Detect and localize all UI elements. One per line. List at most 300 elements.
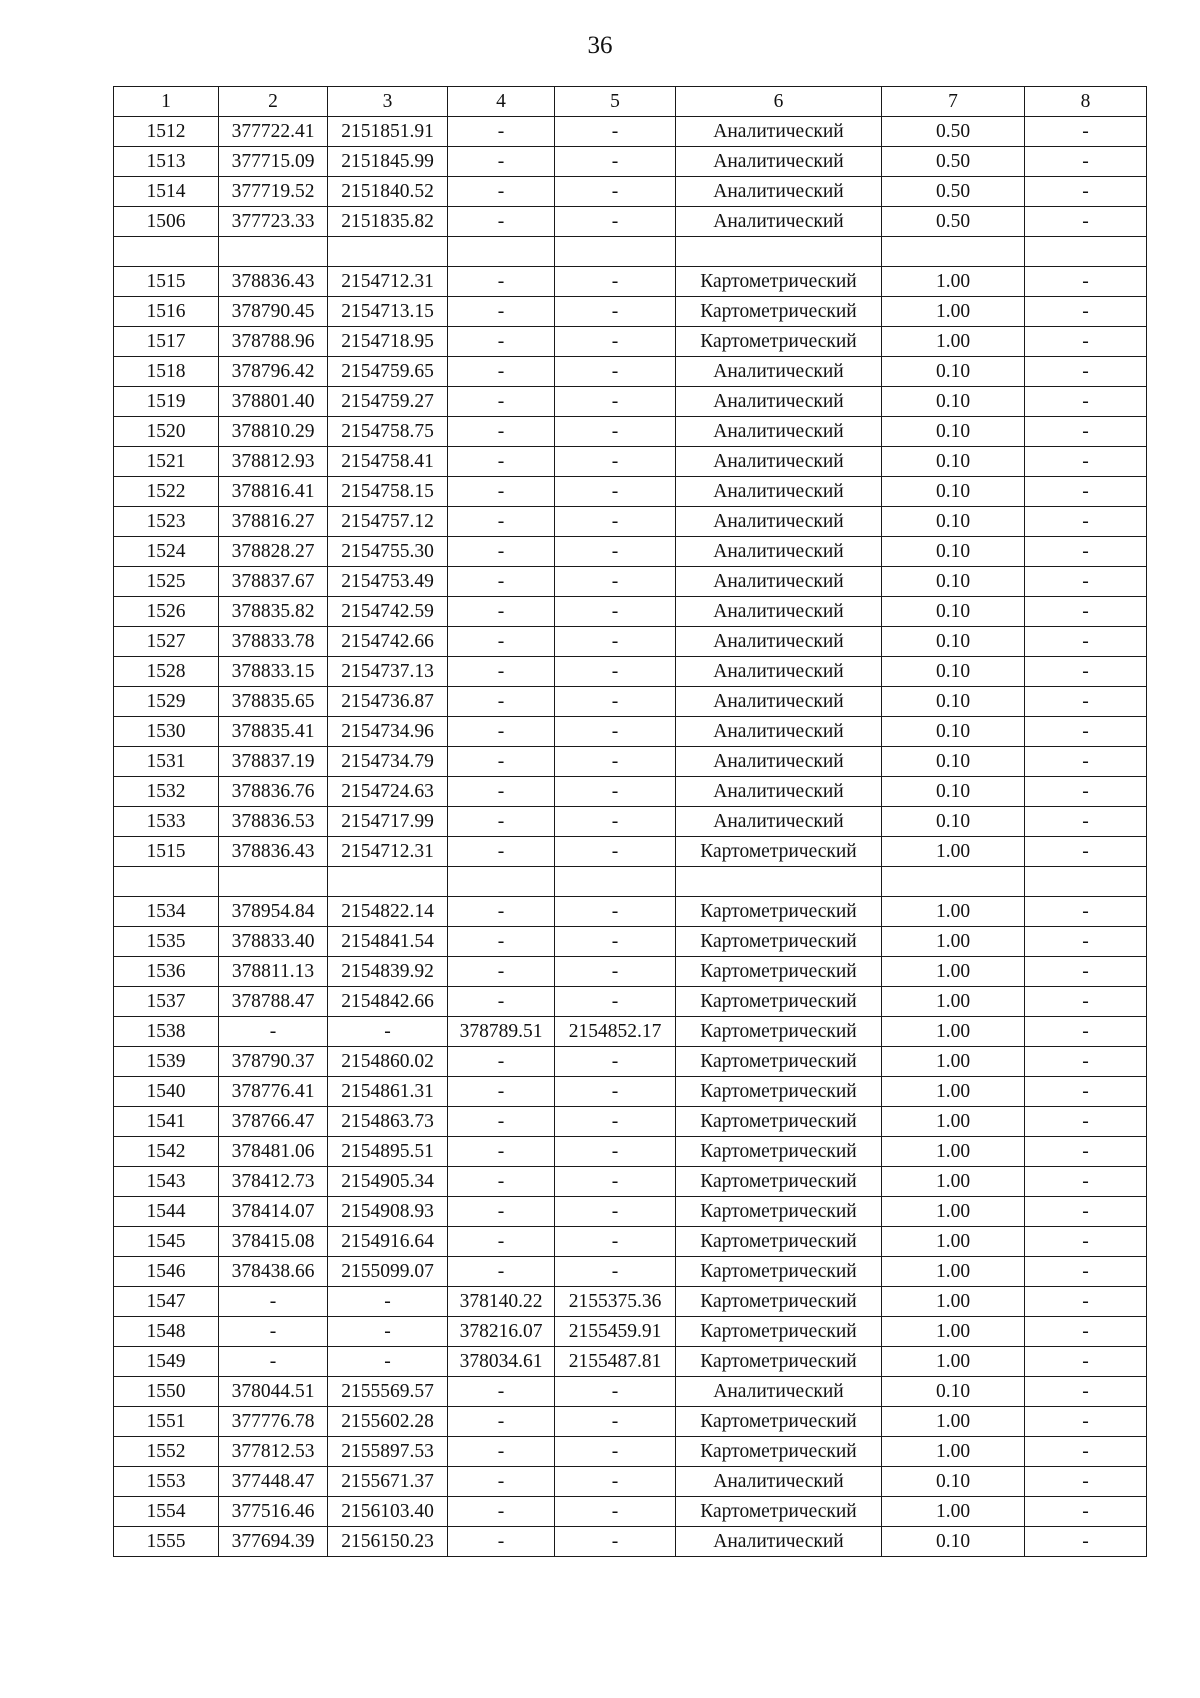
table-cell: 2154753.49 bbox=[328, 567, 448, 597]
column-header: 3 bbox=[328, 87, 448, 117]
table-cell: Картометрический bbox=[676, 927, 882, 957]
column-header: 8 bbox=[1025, 87, 1147, 117]
table-row bbox=[114, 657, 1147, 687]
table-cell: 1523 bbox=[114, 507, 219, 537]
table-cell: - bbox=[555, 447, 676, 477]
table-cell bbox=[114, 867, 219, 897]
table-cell: 1525 bbox=[114, 567, 219, 597]
table-cell: 1550 bbox=[114, 1377, 219, 1407]
table-cell: Картометрический bbox=[676, 1197, 882, 1227]
table-cell: 378034.61 bbox=[448, 1347, 555, 1377]
table-cell: 378216.07 bbox=[448, 1317, 555, 1347]
table-cell: 378816.41 bbox=[219, 477, 328, 507]
table-cell: 0.10 bbox=[882, 567, 1025, 597]
separator-row bbox=[114, 237, 1147, 267]
table-row bbox=[114, 1197, 1147, 1227]
table-cell: 2154822.14 bbox=[328, 897, 448, 927]
table-cell: 1515 bbox=[114, 837, 219, 867]
column-header: 6 bbox=[676, 87, 882, 117]
table-cell: - bbox=[555, 507, 676, 537]
table-cell: - bbox=[448, 1167, 555, 1197]
table-cell bbox=[448, 867, 555, 897]
table-cell: - bbox=[448, 267, 555, 297]
table-cell: 2155897.53 bbox=[328, 1437, 448, 1467]
table-cell: 1519 bbox=[114, 387, 219, 417]
table-cell: 1527 bbox=[114, 627, 219, 657]
table-row bbox=[114, 447, 1147, 477]
column-header: 1 bbox=[114, 87, 219, 117]
table-cell: - bbox=[555, 1197, 676, 1227]
table-cell: 2154916.64 bbox=[328, 1227, 448, 1257]
table-cell: 0.10 bbox=[882, 597, 1025, 627]
table-cell: 2151835.82 bbox=[328, 207, 448, 237]
table-cell: 377722.41 bbox=[219, 117, 328, 147]
table-cell: 2154905.34 bbox=[328, 1167, 448, 1197]
table-cell: - bbox=[1025, 177, 1147, 207]
table-row bbox=[114, 1137, 1147, 1167]
table-cell: - bbox=[555, 717, 676, 747]
table-row bbox=[114, 1257, 1147, 1287]
table-cell: 1526 bbox=[114, 597, 219, 627]
table-cell: - bbox=[555, 537, 676, 567]
table-row bbox=[114, 477, 1147, 507]
table-cell: 1.00 bbox=[882, 297, 1025, 327]
table-row bbox=[114, 147, 1147, 177]
table-cell: Аналитический bbox=[676, 177, 882, 207]
table-cell: 2154758.41 bbox=[328, 447, 448, 477]
table-cell: - bbox=[555, 1407, 676, 1437]
table-cell: 2154713.15 bbox=[328, 297, 448, 327]
table-cell: 0.10 bbox=[882, 687, 1025, 717]
table-cell: 1528 bbox=[114, 657, 219, 687]
table-cell: 1547 bbox=[114, 1287, 219, 1317]
table-cell: 0.10 bbox=[882, 417, 1025, 447]
table-cell: - bbox=[448, 1047, 555, 1077]
table-cell: 0.10 bbox=[882, 387, 1025, 417]
table-cell: - bbox=[448, 1377, 555, 1407]
table-cell bbox=[555, 867, 676, 897]
table-cell: 1535 bbox=[114, 927, 219, 957]
table-cell bbox=[114, 237, 219, 267]
table-cell: 2154759.27 bbox=[328, 387, 448, 417]
table-cell: 2155671.37 bbox=[328, 1467, 448, 1497]
table-cell: 377719.52 bbox=[219, 177, 328, 207]
table-cell: - bbox=[1025, 1407, 1147, 1437]
table-cell: - bbox=[1025, 747, 1147, 777]
table-cell: Аналитический bbox=[676, 747, 882, 777]
table-cell: - bbox=[448, 117, 555, 147]
table-cell: 378789.51 bbox=[448, 1017, 555, 1047]
column-header: 7 bbox=[882, 87, 1025, 117]
table-cell: - bbox=[448, 477, 555, 507]
table-cell: - bbox=[448, 507, 555, 537]
table-cell: 2154861.31 bbox=[328, 1077, 448, 1107]
table-cell: - bbox=[448, 357, 555, 387]
table-cell: - bbox=[1025, 567, 1147, 597]
table-cell bbox=[882, 867, 1025, 897]
table-cell: - bbox=[1025, 987, 1147, 1017]
table-row bbox=[114, 1287, 1147, 1317]
table-cell: - bbox=[555, 987, 676, 1017]
table-cell: 1.00 bbox=[882, 1257, 1025, 1287]
column-header: 4 bbox=[448, 87, 555, 117]
table-cell: 2154863.73 bbox=[328, 1107, 448, 1137]
table-cell: 2151840.52 bbox=[328, 177, 448, 207]
table-cell: - bbox=[555, 1107, 676, 1137]
table-cell: - bbox=[448, 957, 555, 987]
table-cell: 0.10 bbox=[882, 1527, 1025, 1557]
table-cell: - bbox=[328, 1287, 448, 1317]
table-cell: 1539 bbox=[114, 1047, 219, 1077]
table-cell: 378790.45 bbox=[219, 297, 328, 327]
table-cell: 1.00 bbox=[882, 1407, 1025, 1437]
table-cell: Аналитический bbox=[676, 357, 882, 387]
table-cell: Аналитический bbox=[676, 387, 882, 417]
separator-row bbox=[114, 867, 1147, 897]
table-cell: 378836.53 bbox=[219, 807, 328, 837]
table-cell: - bbox=[1025, 1167, 1147, 1197]
table-cell: - bbox=[1025, 1467, 1147, 1497]
table-cell: Картометрический bbox=[676, 1047, 882, 1077]
table-cell: Аналитический bbox=[676, 627, 882, 657]
table-cell: 0.50 bbox=[882, 147, 1025, 177]
table-cell: Аналитический bbox=[676, 687, 882, 717]
table-cell: 378414.07 bbox=[219, 1197, 328, 1227]
table-cell: - bbox=[1025, 477, 1147, 507]
table-cell: Аналитический bbox=[676, 597, 882, 627]
table-cell: Аналитический bbox=[676, 207, 882, 237]
table-cell: 2155487.81 bbox=[555, 1347, 676, 1377]
table-cell: - bbox=[555, 387, 676, 417]
table-cell: - bbox=[1025, 267, 1147, 297]
table-cell: 378837.67 bbox=[219, 567, 328, 597]
table-cell: - bbox=[448, 1257, 555, 1287]
table-cell: 0.50 bbox=[882, 207, 1025, 237]
table-cell: Картометрический bbox=[676, 1167, 882, 1197]
table-cell: 378828.27 bbox=[219, 537, 328, 567]
table-cell: Картометрический bbox=[676, 297, 882, 327]
table-cell: 1542 bbox=[114, 1137, 219, 1167]
table-cell: 378788.96 bbox=[219, 327, 328, 357]
table-cell: - bbox=[1025, 687, 1147, 717]
table-row bbox=[114, 357, 1147, 387]
table-cell: 378835.41 bbox=[219, 717, 328, 747]
table-row bbox=[114, 1317, 1147, 1347]
table-cell: Картометрический bbox=[676, 1227, 882, 1257]
table-cell: - bbox=[1025, 537, 1147, 567]
table-cell: - bbox=[555, 267, 676, 297]
table-cell: Картометрический bbox=[676, 1407, 882, 1437]
table-row bbox=[114, 1497, 1147, 1527]
table-cell bbox=[219, 237, 328, 267]
table-row bbox=[114, 1527, 1147, 1557]
table-cell: - bbox=[448, 147, 555, 177]
table-cell: - bbox=[1025, 1377, 1147, 1407]
table-cell: 1546 bbox=[114, 1257, 219, 1287]
table-cell: Аналитический bbox=[676, 1467, 882, 1497]
table-cell: 1.00 bbox=[882, 927, 1025, 957]
table-cell: - bbox=[1025, 1527, 1147, 1557]
table-cell: - bbox=[448, 1107, 555, 1137]
table-cell: 378836.76 bbox=[219, 777, 328, 807]
table-cell: - bbox=[555, 1137, 676, 1167]
table-cell: - bbox=[555, 687, 676, 717]
table-cell: - bbox=[448, 567, 555, 597]
table-cell: - bbox=[448, 537, 555, 567]
table-cell: 2155099.07 bbox=[328, 1257, 448, 1287]
table-cell: 0.10 bbox=[882, 477, 1025, 507]
table-cell: - bbox=[1025, 837, 1147, 867]
table-cell: - bbox=[555, 627, 676, 657]
table-cell: 378810.29 bbox=[219, 417, 328, 447]
table-cell: 1555 bbox=[114, 1527, 219, 1557]
table-cell: 378044.51 bbox=[219, 1377, 328, 1407]
table-cell: 2154758.15 bbox=[328, 477, 448, 507]
table-cell: 2154759.65 bbox=[328, 357, 448, 387]
table-cell: 0.10 bbox=[882, 807, 1025, 837]
table-cell: 2154712.31 bbox=[328, 837, 448, 867]
table-cell: Аналитический bbox=[676, 117, 882, 147]
table-row bbox=[114, 1467, 1147, 1497]
table-cell: 1537 bbox=[114, 987, 219, 1017]
table-cell: Картометрический bbox=[676, 1077, 882, 1107]
table-cell: 2154839.92 bbox=[328, 957, 448, 987]
table-cell: - bbox=[555, 1077, 676, 1107]
table-cell: 377516.46 bbox=[219, 1497, 328, 1527]
table-cell: - bbox=[555, 207, 676, 237]
table-cell: Аналитический bbox=[676, 777, 882, 807]
table-cell: 1.00 bbox=[882, 1167, 1025, 1197]
table-cell: 2155569.57 bbox=[328, 1377, 448, 1407]
table-cell: 2154841.54 bbox=[328, 927, 448, 957]
table-cell: - bbox=[448, 927, 555, 957]
table-cell: - bbox=[1025, 927, 1147, 957]
table-row bbox=[114, 1437, 1147, 1467]
table-cell: - bbox=[555, 1167, 676, 1197]
table-row bbox=[114, 507, 1147, 537]
table-cell: - bbox=[1025, 627, 1147, 657]
table-cell: - bbox=[1025, 1287, 1147, 1317]
table-cell: Картометрический bbox=[676, 897, 882, 927]
table-cell: - bbox=[1025, 1197, 1147, 1227]
table-cell: 1524 bbox=[114, 537, 219, 567]
table-cell: - bbox=[448, 807, 555, 837]
table-cell: - bbox=[555, 1437, 676, 1467]
table-cell: 0.10 bbox=[882, 447, 1025, 477]
table-cell: - bbox=[555, 657, 676, 687]
table-cell: Аналитический bbox=[676, 147, 882, 177]
table-cell: 378788.47 bbox=[219, 987, 328, 1017]
table-cell: 378836.43 bbox=[219, 837, 328, 867]
table-cell: Картометрический bbox=[676, 1137, 882, 1167]
table-cell: 2156103.40 bbox=[328, 1497, 448, 1527]
table-cell: - bbox=[555, 1527, 676, 1557]
table-cell: - bbox=[1025, 1257, 1147, 1287]
table-cell: 0.10 bbox=[882, 657, 1025, 687]
table-cell: - bbox=[1025, 207, 1147, 237]
table-cell: - bbox=[328, 1017, 448, 1047]
table-cell: 378833.78 bbox=[219, 627, 328, 657]
table-cell: Аналитический bbox=[676, 537, 882, 567]
table-row bbox=[114, 1017, 1147, 1047]
table-cell: 2154734.96 bbox=[328, 717, 448, 747]
table-cell: 0.50 bbox=[882, 117, 1025, 147]
table-cell: Аналитический bbox=[676, 1527, 882, 1557]
table-cell: 1.00 bbox=[882, 1137, 1025, 1167]
table-cell: 378833.40 bbox=[219, 927, 328, 957]
table-cell: 1.00 bbox=[882, 837, 1025, 867]
table-row bbox=[114, 387, 1147, 417]
table-cell: Картометрический bbox=[676, 1347, 882, 1377]
table-cell: - bbox=[448, 987, 555, 1017]
table-cell: Картометрический bbox=[676, 987, 882, 1017]
table-cell: - bbox=[1025, 717, 1147, 747]
table-cell: 1.00 bbox=[882, 1107, 1025, 1137]
table-cell: - bbox=[448, 1227, 555, 1257]
table-cell: 1.00 bbox=[882, 957, 1025, 987]
table-cell: 1544 bbox=[114, 1197, 219, 1227]
table-cell: - bbox=[555, 927, 676, 957]
table-cell: 1540 bbox=[114, 1077, 219, 1107]
table-cell: 0.10 bbox=[882, 777, 1025, 807]
table-cell: - bbox=[555, 117, 676, 147]
table-row bbox=[114, 267, 1147, 297]
table-cell: - bbox=[1025, 1497, 1147, 1527]
table-cell: 2154717.99 bbox=[328, 807, 448, 837]
table-cell: 0.50 bbox=[882, 177, 1025, 207]
table-row bbox=[114, 987, 1147, 1017]
table-cell: 1545 bbox=[114, 1227, 219, 1257]
table-cell: - bbox=[448, 597, 555, 627]
table-cell: - bbox=[448, 447, 555, 477]
table-cell: - bbox=[1025, 1227, 1147, 1257]
table-cell: Картометрический bbox=[676, 837, 882, 867]
table-cell: 377694.39 bbox=[219, 1527, 328, 1557]
table-cell: 2154860.02 bbox=[328, 1047, 448, 1077]
table-cell: Аналитический bbox=[676, 477, 882, 507]
table-cell: 1.00 bbox=[882, 897, 1025, 927]
table-cell: 378776.41 bbox=[219, 1077, 328, 1107]
table-row bbox=[114, 1347, 1147, 1377]
table-cell: - bbox=[1025, 1347, 1147, 1377]
table-cell: 2154757.12 bbox=[328, 507, 448, 537]
table-cell bbox=[448, 237, 555, 267]
table-cell: 1518 bbox=[114, 357, 219, 387]
table-cell: 1529 bbox=[114, 687, 219, 717]
table-row bbox=[114, 1107, 1147, 1137]
table-cell: 2154758.75 bbox=[328, 417, 448, 447]
table-cell: 2154724.63 bbox=[328, 777, 448, 807]
table-cell: 1552 bbox=[114, 1437, 219, 1467]
table-cell: - bbox=[448, 897, 555, 927]
table-cell: 2154895.51 bbox=[328, 1137, 448, 1167]
table-row bbox=[114, 1377, 1147, 1407]
table-row bbox=[114, 117, 1147, 147]
table-cell: 1.00 bbox=[882, 1317, 1025, 1347]
table-cell: - bbox=[555, 477, 676, 507]
table-cell: Картометрический bbox=[676, 1317, 882, 1347]
table-cell: 2154734.79 bbox=[328, 747, 448, 777]
table-cell bbox=[1025, 867, 1147, 897]
table-cell: 2154852.17 bbox=[555, 1017, 676, 1047]
table-cell: - bbox=[1025, 1317, 1147, 1347]
table-cell: 1.00 bbox=[882, 1197, 1025, 1227]
table-cell: 1553 bbox=[114, 1467, 219, 1497]
table-row bbox=[114, 417, 1147, 447]
table-cell: 1534 bbox=[114, 897, 219, 927]
table-cell: 0.10 bbox=[882, 1377, 1025, 1407]
table-cell: 378835.82 bbox=[219, 597, 328, 627]
table-cell: 0.10 bbox=[882, 717, 1025, 747]
table-row bbox=[114, 807, 1147, 837]
table-cell: 378833.15 bbox=[219, 657, 328, 687]
table-cell: 1530 bbox=[114, 717, 219, 747]
table-cell: Картометрический bbox=[676, 1287, 882, 1317]
table-cell: - bbox=[448, 1497, 555, 1527]
table-cell: 2151851.91 bbox=[328, 117, 448, 147]
table-cell: 1543 bbox=[114, 1167, 219, 1197]
column-header: 5 bbox=[555, 87, 676, 117]
table-cell: 1.00 bbox=[882, 267, 1025, 297]
table-cell: - bbox=[1025, 1077, 1147, 1107]
table-cell bbox=[219, 867, 328, 897]
table-cell: - bbox=[1025, 357, 1147, 387]
table-cell: - bbox=[555, 807, 676, 837]
table-cell: - bbox=[448, 747, 555, 777]
table-cell: - bbox=[1025, 447, 1147, 477]
table-cell: - bbox=[555, 417, 676, 447]
table-cell bbox=[676, 867, 882, 897]
table-cell: - bbox=[219, 1017, 328, 1047]
table-row bbox=[114, 747, 1147, 777]
table-cell: 378816.27 bbox=[219, 507, 328, 537]
table-row bbox=[114, 537, 1147, 567]
table-cell: 1531 bbox=[114, 747, 219, 777]
table-cell: - bbox=[1025, 1137, 1147, 1167]
table-cell: - bbox=[555, 297, 676, 327]
table-cell: 378790.37 bbox=[219, 1047, 328, 1077]
table-cell: 2155459.91 bbox=[555, 1317, 676, 1347]
table-cell: Картометрический bbox=[676, 1257, 882, 1287]
table-cell: - bbox=[448, 657, 555, 687]
table-cell: 2154742.59 bbox=[328, 597, 448, 627]
table-cell: 1538 bbox=[114, 1017, 219, 1047]
table-cell: - bbox=[219, 1347, 328, 1377]
table-row bbox=[114, 597, 1147, 627]
table-cell: Картометрический bbox=[676, 957, 882, 987]
table-cell: - bbox=[448, 327, 555, 357]
table-cell: 2154712.31 bbox=[328, 267, 448, 297]
table-cell: - bbox=[448, 417, 555, 447]
table-cell: - bbox=[1025, 417, 1147, 447]
column-header: 2 bbox=[219, 87, 328, 117]
table-cell: - bbox=[448, 1467, 555, 1497]
table-cell: - bbox=[555, 1377, 676, 1407]
table-cell: 378801.40 bbox=[219, 387, 328, 417]
table-row bbox=[114, 297, 1147, 327]
table-cell bbox=[555, 237, 676, 267]
table-cell: - bbox=[219, 1287, 328, 1317]
table-cell: 2154736.87 bbox=[328, 687, 448, 717]
table-cell: Картометрический bbox=[676, 1497, 882, 1527]
table-cell: 1536 bbox=[114, 957, 219, 987]
table-cell: - bbox=[448, 207, 555, 237]
table-cell: - bbox=[555, 1047, 676, 1077]
table-cell: - bbox=[448, 297, 555, 327]
table-cell: - bbox=[1025, 657, 1147, 687]
table-row bbox=[114, 327, 1147, 357]
table-cell: 0.10 bbox=[882, 1467, 1025, 1497]
